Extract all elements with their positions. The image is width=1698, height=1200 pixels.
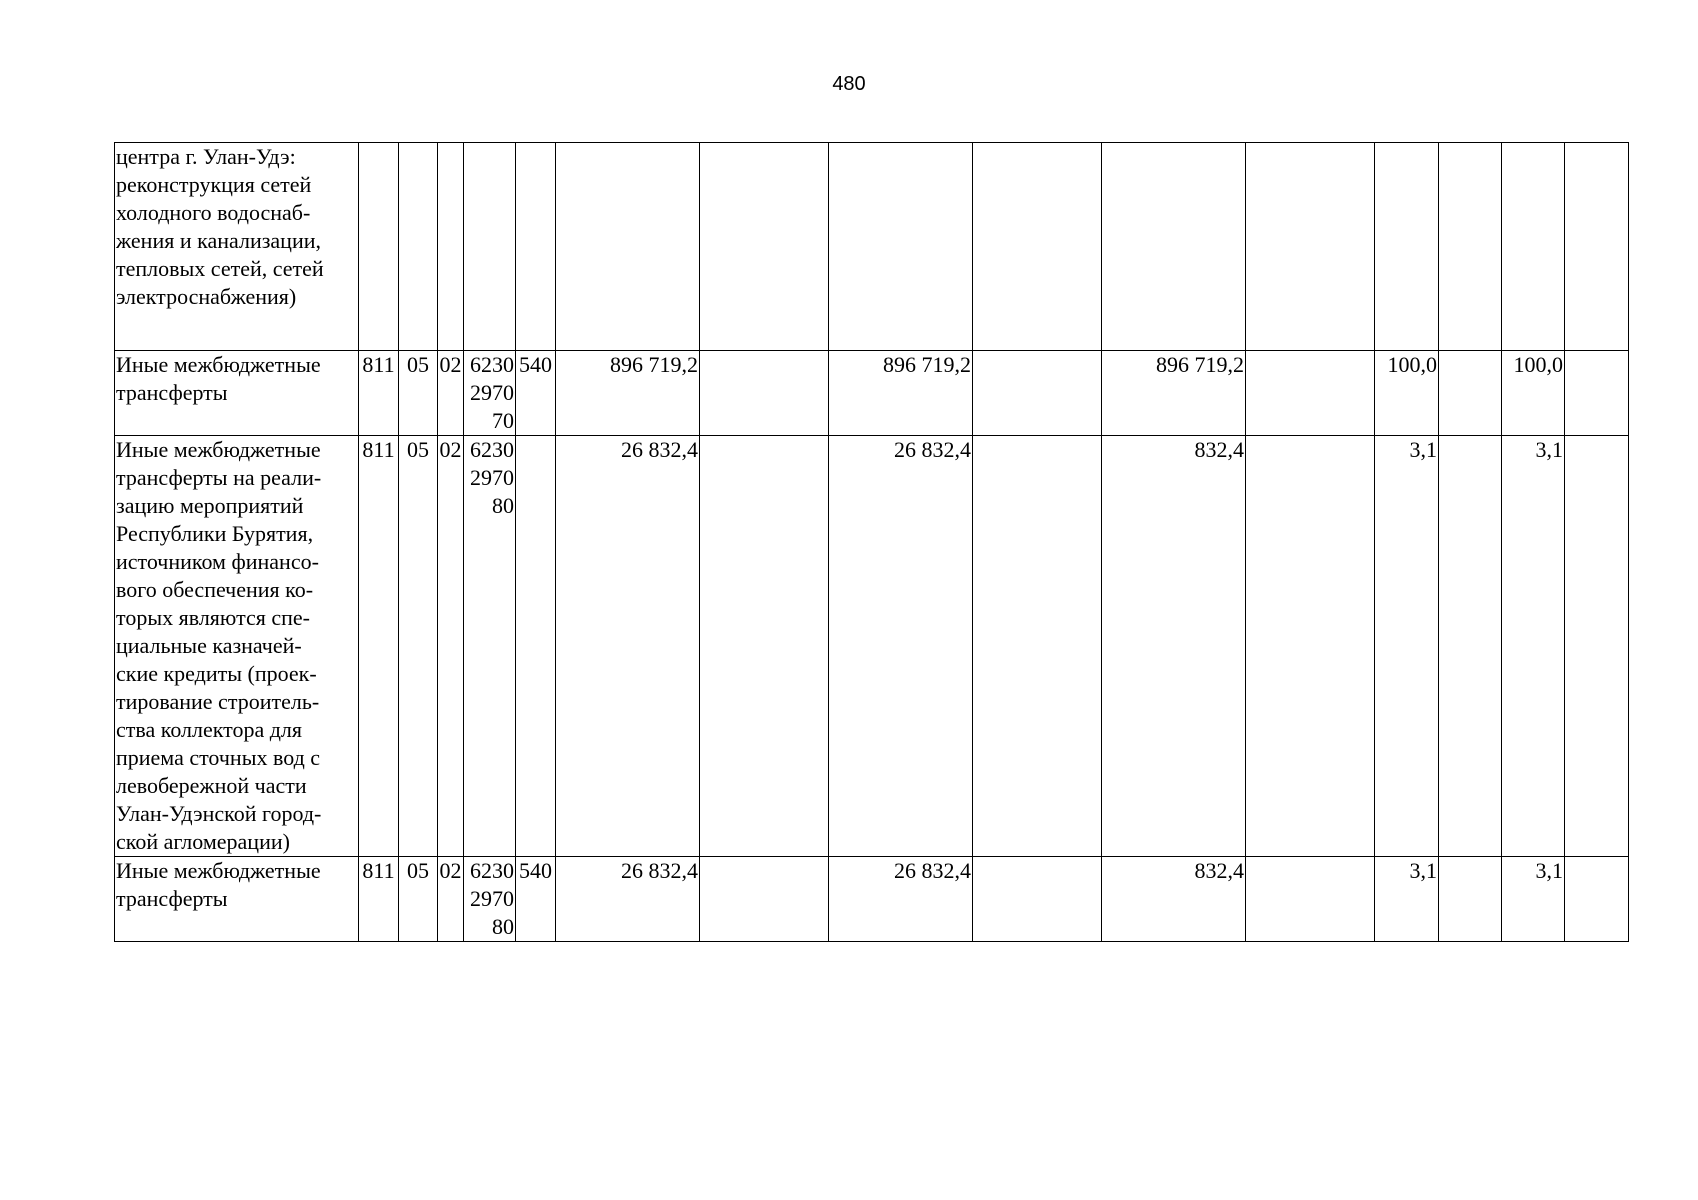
- table-row: [115, 143, 1629, 351]
- percent-1: 3,1: [1375, 436, 1439, 857]
- page-number: 480: [832, 73, 866, 95]
- empty-cell: [1246, 351, 1375, 436]
- section-code: 05: [399, 351, 438, 436]
- empty-cell: [1246, 436, 1375, 857]
- empty-cell: [973, 436, 1102, 857]
- percent-2: 3,1: [1502, 436, 1565, 857]
- ved-code: [359, 143, 399, 351]
- target-article-code: 6230 2970 70: [464, 351, 516, 436]
- percent-1: [1375, 143, 1439, 351]
- percent-1: 100,0: [1375, 351, 1439, 436]
- subsection-code: 02: [438, 857, 464, 942]
- amount-3: 832,4: [1102, 857, 1246, 942]
- subsection-code: 02: [438, 436, 464, 857]
- empty-cell: [1565, 857, 1629, 942]
- section-code: 05: [399, 436, 438, 857]
- amount-1: 26 832,4: [556, 857, 700, 942]
- amount-3: [1102, 143, 1246, 351]
- empty-cell: [1246, 143, 1375, 351]
- empty-cell: [1565, 351, 1629, 436]
- table-row: [115, 436, 1629, 857]
- target-article-code: [464, 143, 516, 351]
- section-code: 05: [399, 857, 438, 942]
- amount-3: 896 719,2: [1102, 351, 1246, 436]
- row-name: центра г. Улан-Удэ: реконструкция сетей холодного водоснаб- жения и канализации, тепловых сетей, сетей электроснабжения): [115, 143, 359, 351]
- budget-table: [114, 142, 1629, 942]
- expense-type-code: [516, 436, 556, 857]
- empty-cell: [700, 857, 829, 942]
- empty-cell: [700, 436, 829, 857]
- expense-type-code: [516, 143, 556, 351]
- ved-code: 811: [359, 436, 399, 857]
- row-name: Иные межбюджетные трансферты: [115, 351, 359, 436]
- amount-3: 832,4: [1102, 436, 1246, 857]
- empty-cell: [700, 351, 829, 436]
- table-row: [115, 351, 1629, 436]
- amount-2: [829, 143, 973, 351]
- empty-cell: [1246, 857, 1375, 942]
- row-name: Иные межбюджетные трансферты на реали- зацию мероприятий Республики Бурятия, источником финансо- вого обеспечения ко- торых являются спе- циальные казначей- ские кредиты (проек- тирование строитель- ства коллектора для приема сточных вод с левобережной части Улан-Удэнской город- ской агломерации): [115, 436, 359, 857]
- row-name: Иные межбюджетные трансферты: [115, 857, 359, 942]
- amount-1: 896 719,2: [556, 351, 700, 436]
- amount-2: 26 832,4: [829, 436, 973, 857]
- empty-cell: [973, 351, 1102, 436]
- empty-cell: [1439, 143, 1502, 351]
- amount-1: [556, 143, 700, 351]
- subsection-code: [438, 143, 464, 351]
- table-row: [115, 857, 1629, 942]
- empty-cell: [1565, 436, 1629, 857]
- percent-2: 3,1: [1502, 857, 1565, 942]
- target-article-code: 6230 2970 80: [464, 857, 516, 942]
- percent-2: 100,0: [1502, 351, 1565, 436]
- expense-type-code: 540: [516, 351, 556, 436]
- percent-2: [1502, 143, 1565, 351]
- amount-1: 26 832,4: [556, 436, 700, 857]
- section-code: [399, 143, 438, 351]
- empty-cell: [700, 143, 829, 351]
- amount-2: 896 719,2: [829, 351, 973, 436]
- expense-type-code: 540: [516, 857, 556, 942]
- empty-cell: [1439, 857, 1502, 942]
- subsection-code: 02: [438, 351, 464, 436]
- empty-cell: [1439, 436, 1502, 857]
- empty-cell: [973, 857, 1102, 942]
- empty-cell: [1439, 351, 1502, 436]
- ved-code: 811: [359, 857, 399, 942]
- empty-cell: [973, 143, 1102, 351]
- amount-2: 26 832,4: [829, 857, 973, 942]
- empty-cell: [1565, 143, 1629, 351]
- percent-1: 3,1: [1375, 857, 1439, 942]
- target-article-code: 6230 2970 80: [464, 436, 516, 857]
- ved-code: 811: [359, 351, 399, 436]
